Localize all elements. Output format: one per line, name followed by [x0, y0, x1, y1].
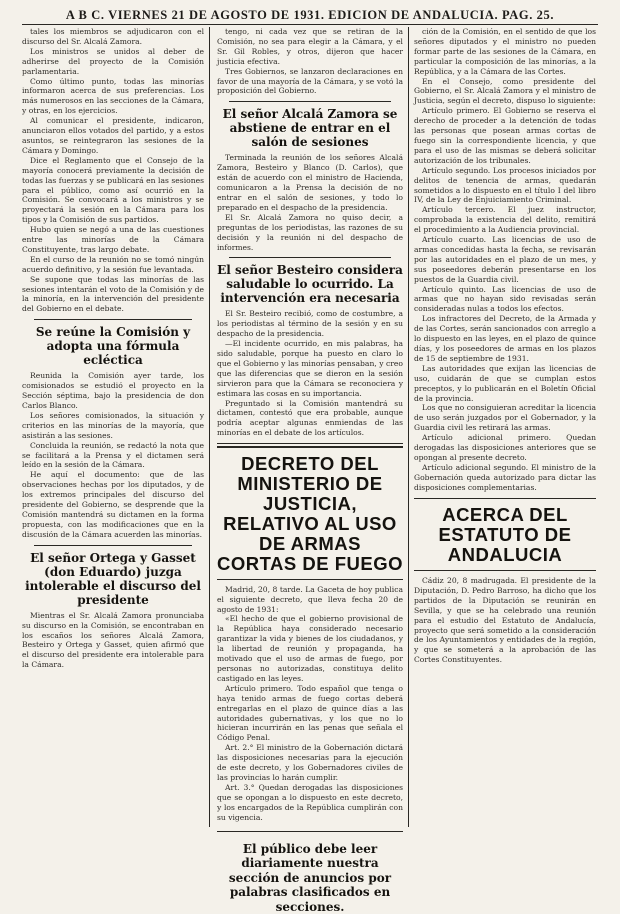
- section-divider: [414, 570, 596, 571]
- headline-decreto-armas: DECRETO DEL MINISTERIO DE JUSTICIA, RELATIVO AL USO DE ARMAS CORTAS DE FUEGO: [217, 454, 403, 574]
- article-paragraph: Mientras el Sr. Alcalá Zamora pronunciaba su discurso en la Comisión, se encontraban en los escaños los señores Alcalá Zamora, Besteiro y Ortega y Gasset, quien afirmó que el discurso del presidente era intolerable para la Cámara.: [22, 611, 204, 670]
- article-paragraph: Se supone que todas las minorías de las sesiones intentarán el voto de la Comisión y de la minoría, en la intervención del presidente del Gobierno en el debate.: [22, 275, 204, 315]
- article-paragraph: Preguntado si la Comisión mantendrá su dictamen, contestó que era probable, aunque podría aceptar algunas enmiendas de las minorías en el debate de los artículos.: [217, 399, 403, 439]
- article-paragraph: Artículo primero. Todo español que tenga o haya tenido armas de fuego cortas deberá entregarlas en el plazo de quince días a las autoridades gubernativas, y los que no lo hicieran incurrirán en las penas que señala el Código Penal.: [217, 684, 403, 743]
- article-paragraph: Artículo adicional primero. Quedan derogadas las disposiciones anteriores que se opongan al presente decreto.: [414, 433, 596, 463]
- headline-ortega-gasset: El señor Ortega y Gasset (don Eduardo) juzga intolerable el discurso del presidente: [22, 551, 204, 607]
- article-paragraph: Artículo primero. El Gobierno se reserva el derecho de proceder a la detención de todas las personas que posean armas cortas de fuego sin la correspondiente licencia, y que para el uso de las mismas se deberá solicitar autorización de los tribunales.: [414, 106, 596, 165]
- article-paragraph: Artículo quinto. Las licencias de uso de armas que no hayan sido revisadas serán consideradas nulas a todos los efectos.: [414, 285, 596, 315]
- article-paragraph: Al comunicar el presidente, indicaron, anunciaron ellos votados del partido, y a estos asuntos, se reintegraron las sesiones de la Cámara y Domingo.: [22, 116, 204, 156]
- column-divider-1: [209, 27, 210, 827]
- article-paragraph: Artículo segundo. Los procesos iniciados por delitos de tenencia de armas, quedarán sometidos a lo dispuesto en el título I del libro IV, de la Ley de Enjuiciamiento Criminal.: [414, 166, 596, 206]
- article-paragraph: Las autoridades que exijan las licencias de uso, cuidarán de que se cumplan estos preceptos, y lo publicarán en el Boletín Oficial de la provincia.: [414, 364, 596, 404]
- column-divider-2: [408, 27, 409, 827]
- article-paragraph: El Sr. Alcalá Zamora no quiso decir, a preguntas de los periodistas, las razones de su decisión y la reunión ni del despacho de informes.: [217, 213, 403, 253]
- section-divider: [229, 101, 391, 102]
- article-paragraph: Artículo cuarto. Las licencias de uso de armas concedidas hasta la fecha, se revisarán por las autoridades en el plazo de un mes, y sus poseedores deberán presentarse en los puestos de la Guardia civil.: [414, 235, 596, 285]
- article-paragraph: «El hecho de que el gobierno provisional de la República haya considerado necesario garantizar la vida y bienes de los ciudadanos, y la libertad de reunión y propaganda, ha motivado que el uso de armas de fuego, por personas no autorizadas, constituya delito castigado en las leyes.: [217, 614, 403, 683]
- article-paragraph: ción de la Comisión, en el sentido de que los señores diputados y el ministro no pueden formar parte de las sesiones de la Cámara, en particular la composición de las minorías, a la República, y a la Cámara de las Cortes.: [414, 27, 596, 77]
- article-paragraph: El Sr. Besteiro recibió, como de costumbre, a los periodistas al término de la sesión y en su despacho de la presidencia.: [217, 309, 403, 339]
- section-divider: [34, 319, 192, 320]
- article-paragraph: Hubo quien se negó a una de las cuestiones entre las minorías de la Cámara Constituyente, tras largo debate.: [22, 225, 204, 255]
- header-rule: [22, 24, 598, 25]
- article-paragraph: Artículo adicional segundo. El ministro de la Gobernación queda autorizado para dictar las disposiciones complementarias.: [414, 463, 596, 493]
- article-paragraph: Los infractores del Decreto, de la Armada y de las Cortes, serán sancionados con arreglo a lo dispuesto en las leyes, en el plazo de quince días, y los poseedores de armas en los plazos de 15 de septiembre de 1931.: [414, 314, 596, 364]
- article-paragraph: Art. 2.° El ministro de la Gobernación dictará las disposiciones necesarias para la ejecución de este decreto, y los Gobernadores civiles de las provincias lo harán cumplir.: [217, 743, 403, 783]
- article-paragraph: Tres Gobiernos, se lanzaron declaraciones en favor de una mayoría de la Cámara, y se votó la proposición del Gobierno.: [217, 67, 403, 97]
- section-divider: [217, 443, 403, 444]
- column-2: [217, 27, 403, 826]
- section-divider: [34, 545, 192, 546]
- column-1: [22, 27, 204, 826]
- section-divider: [229, 257, 391, 258]
- article-paragraph: tengo, ni cada vez que se retiran de la Comisión, no sea para elegir a la Cámara, y el Sr. Gil Robles, y otros, dijeron que hacer justicia efectiva.: [217, 27, 403, 67]
- article-paragraph: He aquí el documento: que de las observaciones hechas por los diputados, y de los extremos principales del discurso del presidente del Gobierno, se desprende que la Comisión mantendrá su dictamen en la forma propuesta, con las modificaciones que en la discusión de la Cámara acuerden las minorías.: [22, 470, 204, 539]
- article-paragraph: Los señores comisionados, la situación y criterios en las minorías de la mayoría, que asistirán a las sesiones.: [22, 411, 204, 441]
- classifieds-notice-text: El público debe leer diariamente nuestra sección de anuncios por palabras clasificados en secciones.: [217, 842, 403, 914]
- article-paragraph: Art. 3.° Quedan derogadas las disposiciones que se opongan a lo dispuesto en este decreto, y los encargados de la República cumplirán con su vigencia.: [217, 783, 403, 823]
- section-divider: [217, 579, 403, 580]
- headline-estatuto-andalucia: ACERCA DEL ESTATUTO DE ANDALUCIA: [414, 505, 596, 565]
- article-paragraph: Los que no consiguieran acreditar la licencia de uso serán juzgados por el Gobernador, y la Guardia civil les retirará las armas.: [414, 403, 596, 433]
- article-paragraph: —El incidente ocurrido, en mis palabras, ha sido saludable, porque ha puesto en claro lo que el Gobierno y las minorías pensaban, y creo que las diferencias que se dieron en la sesión sirvieron para que la Cámara se reconociera y estimara las cosas en su importancia.: [217, 339, 403, 398]
- article-paragraph: Como último punto, todas las minorías informaron acerca de sus preferencias. Los más numerosos en las secciones de la Cámara, y otras, en los ejercicios.: [22, 77, 204, 117]
- article-paragraph: Reunida la Comisión ayer tarde, los comisionados se estudió el proyecto en la Sección séptima, bajo la presidencia de don Carlos Blanco.: [22, 371, 204, 411]
- column-3: [414, 27, 596, 826]
- article-paragraph: Terminada la reunión de los señores Alcalá Zamora, Besteiro y Blanco (D. Carlos), que están de acuerdo con el ministro de Hacienda, comunicaron a la Prensa la decisión de no entrar en el salón de sesiones, y todo lo preparado en el despacho de la presidencia.: [217, 153, 403, 212]
- article-paragraph: Los ministros se unidos al deber de adherirse del proyecto de la Comisión parlamentaria.: [22, 47, 204, 77]
- article-paragraph: Madrid, 20, 8 tarde. La Gaceta de hoy publica el siguiente decreto, que lleva fecha 20 de agosto de 1931:: [217, 585, 403, 615]
- page-header: A B C. VIERNES 21 DE AGOSTO DE 1931. EDICION DE ANDALUCIA. PAG. 25.: [30, 8, 590, 23]
- article-paragraph: tales los miembros se adjudicaron con el discurso del Sr. Alcalá Zamora.: [22, 27, 204, 47]
- article-paragraph: Cádiz 20, 8 madrugada. El presidente de la Diputación, D. Pedro Barroso, ha dicho que los partidos de la Diputación se reunirán en Sevilla, y que se ha celebrado una reunión para el estudio del Estatuto de Andalucía, proyecto que será sometido a la consideración de los Ayuntamientos y entidades de la región, y que se someterá a la aprobación de las Cortes Constituyentes.: [414, 576, 596, 665]
- classifieds-notice: [217, 831, 403, 914]
- article-paragraph: Artículo tercero. El juez instructor, comprobada la existencia del delito, remitirá el procedimiento a la Audiencia provincial.: [414, 205, 596, 235]
- headline-besteiro: El señor Besteiro considera saludable lo ocurrido. La intervención era necesaria: [217, 263, 403, 305]
- article-paragraph: En el Consejo, como presidente del Gobierno, el Sr. Alcalá Zamora y el ministro de Justicia, según el decreto, dispuso lo siguiente:: [414, 77, 596, 107]
- section-divider: [217, 446, 403, 447]
- article-paragraph: En el curso de la reunión no se tomó ningún acuerdo definitivo, y la sesión fue levantada.: [22, 255, 204, 275]
- article-paragraph: Concluida la reunión, se redactó la nota que se facilitará a la Prensa y el dictamen será leído en la sesión de la Cámara.: [22, 441, 204, 471]
- section-divider: [414, 498, 596, 499]
- headline-comision: Se reúne la Comisión y adopta una fórmula ecléctica: [22, 325, 204, 367]
- article-paragraph: Dice el Reglamento que el Consejo de la mayoría conocerá previamente la decisión de todas las fuerzas y se publicará en las sesiones para el público, como así ocurrió en la Comisión. Se convocará a los ministros y se proyectará la sesión en la Cámara para los tipos y la Comisión de sus partidos.: [22, 156, 204, 225]
- headline-alcala-zamora: El señor Alcalá Zamora se abstiene de entrar en el salón de sesiones: [217, 107, 403, 149]
